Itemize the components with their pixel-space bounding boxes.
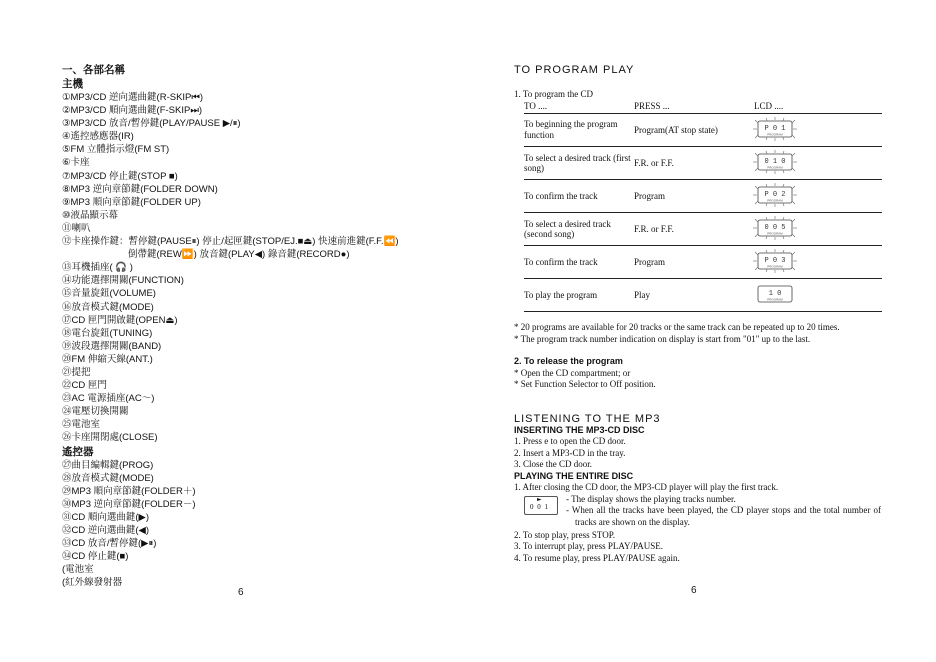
- lcd-text: 1 0: [768, 289, 782, 298]
- part-item: ⑪喇叭: [62, 222, 91, 234]
- insert-step-3: 3. Close the CD door.: [514, 459, 592, 469]
- lcd-display-icon: [752, 216, 798, 240]
- step-lcd: [752, 180, 882, 213]
- step-lcd: [752, 147, 882, 180]
- left-page-number: 6: [238, 587, 244, 598]
- lcd-text: 0 1 0: [764, 157, 786, 166]
- lcd-display-icon: [752, 282, 798, 306]
- release-item-1: * Open the CD compartment; or: [514, 367, 631, 378]
- step-to: To confirm the track: [524, 246, 634, 279]
- part-item: ㉒CD 匣門: [62, 380, 107, 392]
- part-item: ⑳FM 伸縮天線(ANT.): [62, 353, 153, 365]
- part-item: ⑮音量旋鈕(VOLUME): [62, 288, 156, 300]
- remote-item: ㉛CD 順向選曲鍵(▶): [62, 511, 149, 523]
- insert-step-1: 1. Press e to open the CD door.: [514, 436, 626, 446]
- part-item: ⑰CD 匣門開啟鍵(OPEN⏏): [62, 314, 178, 326]
- step-press: F.R. or F.F.: [634, 147, 752, 180]
- remote-item: ㉙MP3 順向章節鍵(FOLDER＋): [62, 485, 196, 497]
- remote-item: (紅外線發射器: [62, 577, 123, 589]
- remote-item: ㉜CD 逆向選曲鍵(◀): [62, 525, 149, 536]
- step-to: To select a desired track (first song): [524, 147, 634, 180]
- step-press: Program: [634, 180, 752, 213]
- part-item: ③MP3/CD 放音/暫停鍵(PLAY/PAUSE ▶/⏸): [62, 118, 241, 130]
- step-press: Program: [634, 246, 752, 279]
- step-to: To confirm the track: [524, 180, 634, 213]
- part-item: ⑤FM 立體指示燈(FM ST): [62, 144, 170, 156]
- right-page: [514, 64, 884, 564]
- program-play-title: TO PROGRAM PLAY: [514, 64, 635, 76]
- main-unit-heading: 主機: [62, 78, 83, 90]
- display-note-1: - The display shows the playing tracks number.: [566, 493, 736, 504]
- release-item-2: * Set Function Selector to Off position.: [514, 379, 656, 389]
- part-item: ⑧MP3 逆向章節鍵(FOLDER DOWN): [62, 183, 218, 195]
- left-page: [62, 63, 442, 589]
- table-row: [524, 246, 882, 279]
- lcd-text: 0 0 5: [764, 223, 786, 232]
- part-item: 倒帶鍵(REW⏩) 放音鍵(PLAY◀) 錄音鍵(RECORD●): [128, 249, 350, 261]
- note-indication: * The program track number indication on display is start from "01" up to the last.: [514, 333, 811, 344]
- remote-heading: 遙控器: [62, 445, 94, 458]
- step-lcd: [752, 213, 882, 246]
- part-item: ㉕電池室: [62, 419, 101, 431]
- display-note-2: - When all the tracks have been played, the CD player stops and the total number of tracks are shown on the display.: [566, 505, 881, 527]
- playing-step-1: 1. After closing the CD door, the MP3-CD player will play the first track.: [514, 482, 779, 492]
- remote-item: ㉞CD 停止鍵(■): [62, 551, 129, 563]
- play-indicator-icon: ►: [537, 495, 542, 503]
- playing-step-4: 4. To resume play, press PLAY/PAUSE again.: [514, 552, 680, 563]
- step-to: To play the program: [524, 279, 634, 312]
- table-row: [524, 279, 882, 312]
- part-item: ㉓AC 電源插座(AC～): [62, 393, 155, 405]
- step-lcd: [752, 246, 882, 279]
- part-item: ⑫卡座操作鍵：暫停鍵(PAUSE⏸) 停止/起匣鍵(STOP/EJ.■⏏) 快速前進鍵(F.F.⏪): [62, 236, 399, 248]
- part-item: ⑩液晶顯示幕: [62, 209, 119, 221]
- table-row: [524, 180, 882, 213]
- lcd-caption: PROGRAM: [767, 297, 783, 302]
- release-title: 2. To release the program: [514, 356, 623, 366]
- lcd-display-icon: [752, 183, 798, 207]
- insert-title: INSERTING THE MP3-CD DISC: [514, 424, 645, 435]
- part-item: ⑨MP3 順向章節鍵(FOLDER UP): [62, 196, 201, 208]
- part-item: ④遙控感應器(IR): [62, 131, 134, 143]
- remote-item: ㉘放音模式鍵(MODE): [62, 472, 154, 484]
- display-notes: [514, 494, 884, 530]
- remote-item: ㉚MP3 逆向章節鍵(FOLDER－): [62, 498, 196, 510]
- insert-step-2: 2. Insert a MP3-CD in the tray.: [514, 447, 626, 458]
- main-unit-list: [62, 91, 442, 445]
- col-header-to: TO ....: [524, 100, 548, 111]
- part-item: ⑦MP3/CD 停止鍵(STOP ■): [62, 170, 178, 182]
- table-row: [524, 213, 882, 246]
- part-item: ①MP3/CD 逆向選曲鍵(R-SKIP⏮): [62, 92, 204, 103]
- note-programs: * 20 programs are available for 20 tracks or the same track can be repeated up to 20 times.: [514, 322, 840, 332]
- lcd-caption: PROGRAM: [767, 231, 783, 236]
- lcd-text: P 0 3: [764, 256, 786, 265]
- part-item: ⑯放音模式鍵(MODE): [62, 301, 154, 313]
- table-header: [514, 101, 884, 113]
- part-item: ⑲波段選擇開關(BAND): [62, 340, 162, 352]
- part-item: ㉔電壓切換開關: [62, 406, 129, 418]
- lcd-caption: PROGRAM: [767, 198, 783, 203]
- table-row: [524, 114, 882, 147]
- col-header-lcd: LCD ....: [754, 100, 784, 111]
- step-lcd: [752, 114, 882, 147]
- table-row: [524, 147, 882, 180]
- step-to: To select a desired track (second song): [524, 213, 634, 246]
- step-press: F.R. or F.F.: [634, 213, 752, 246]
- playing-title: PLAYING THE ENTIRE DISC: [514, 470, 634, 481]
- step1-label: 1. To program the CD: [514, 89, 593, 99]
- lcd-display-icon: [752, 249, 798, 273]
- remote-item: ㉝CD 放音/暫停鍵(▶⏸): [62, 538, 157, 550]
- playing-step-3: 3. To interrupt play, press PLAY/PAUSE.: [514, 541, 663, 551]
- small-lcd-text: 0 0 1: [530, 502, 549, 511]
- part-item: ⑥卡座: [62, 157, 90, 169]
- col-header-press: PRESS ...: [634, 100, 670, 111]
- lcd-text: P 0 1: [764, 124, 786, 133]
- part-item: ②MP3/CD 順向選曲鍵(F-SKIP⏭): [62, 105, 203, 117]
- part-item: ㉖卡座開閉處(CLOSE): [62, 432, 158, 444]
- program-steps-table: [524, 114, 882, 313]
- remote-item: ㉗曲目編輯鍵(PROG): [62, 459, 154, 471]
- step-press: Play: [634, 279, 752, 312]
- lcd-text: P 0 2: [764, 190, 786, 199]
- remote-list: [62, 459, 442, 590]
- step-lcd: [752, 279, 882, 312]
- playing-step-2: 2. To stop play, press STOP.: [514, 529, 615, 540]
- section-heading: 一、各部名稱: [62, 64, 125, 76]
- mp3-title: LISTENING TO THE MP3: [514, 412, 661, 425]
- lcd-caption: PROGRAM: [767, 132, 783, 136]
- lcd-caption: PROGRAM: [767, 165, 783, 170]
- small-lcd-display: [524, 496, 558, 515]
- part-item: ⑭功能選擇開關(FUNCTION): [62, 275, 184, 287]
- part-item: ⑬耳機插座( 🎧 ): [62, 262, 133, 274]
- right-page-number: 6: [691, 585, 697, 596]
- step-to: To beginning the program function: [524, 114, 634, 147]
- lcd-display-icon: [752, 150, 798, 174]
- remote-item: (電池室: [62, 564, 94, 576]
- lcd-caption: PROGRAM: [767, 264, 783, 269]
- part-item: ⑱電台旋鈕(TUNING): [62, 327, 153, 339]
- part-item: ㉑提把: [62, 366, 91, 378]
- step-press: Program(AT stop state): [634, 114, 752, 147]
- lcd-display-icon: [752, 117, 798, 141]
